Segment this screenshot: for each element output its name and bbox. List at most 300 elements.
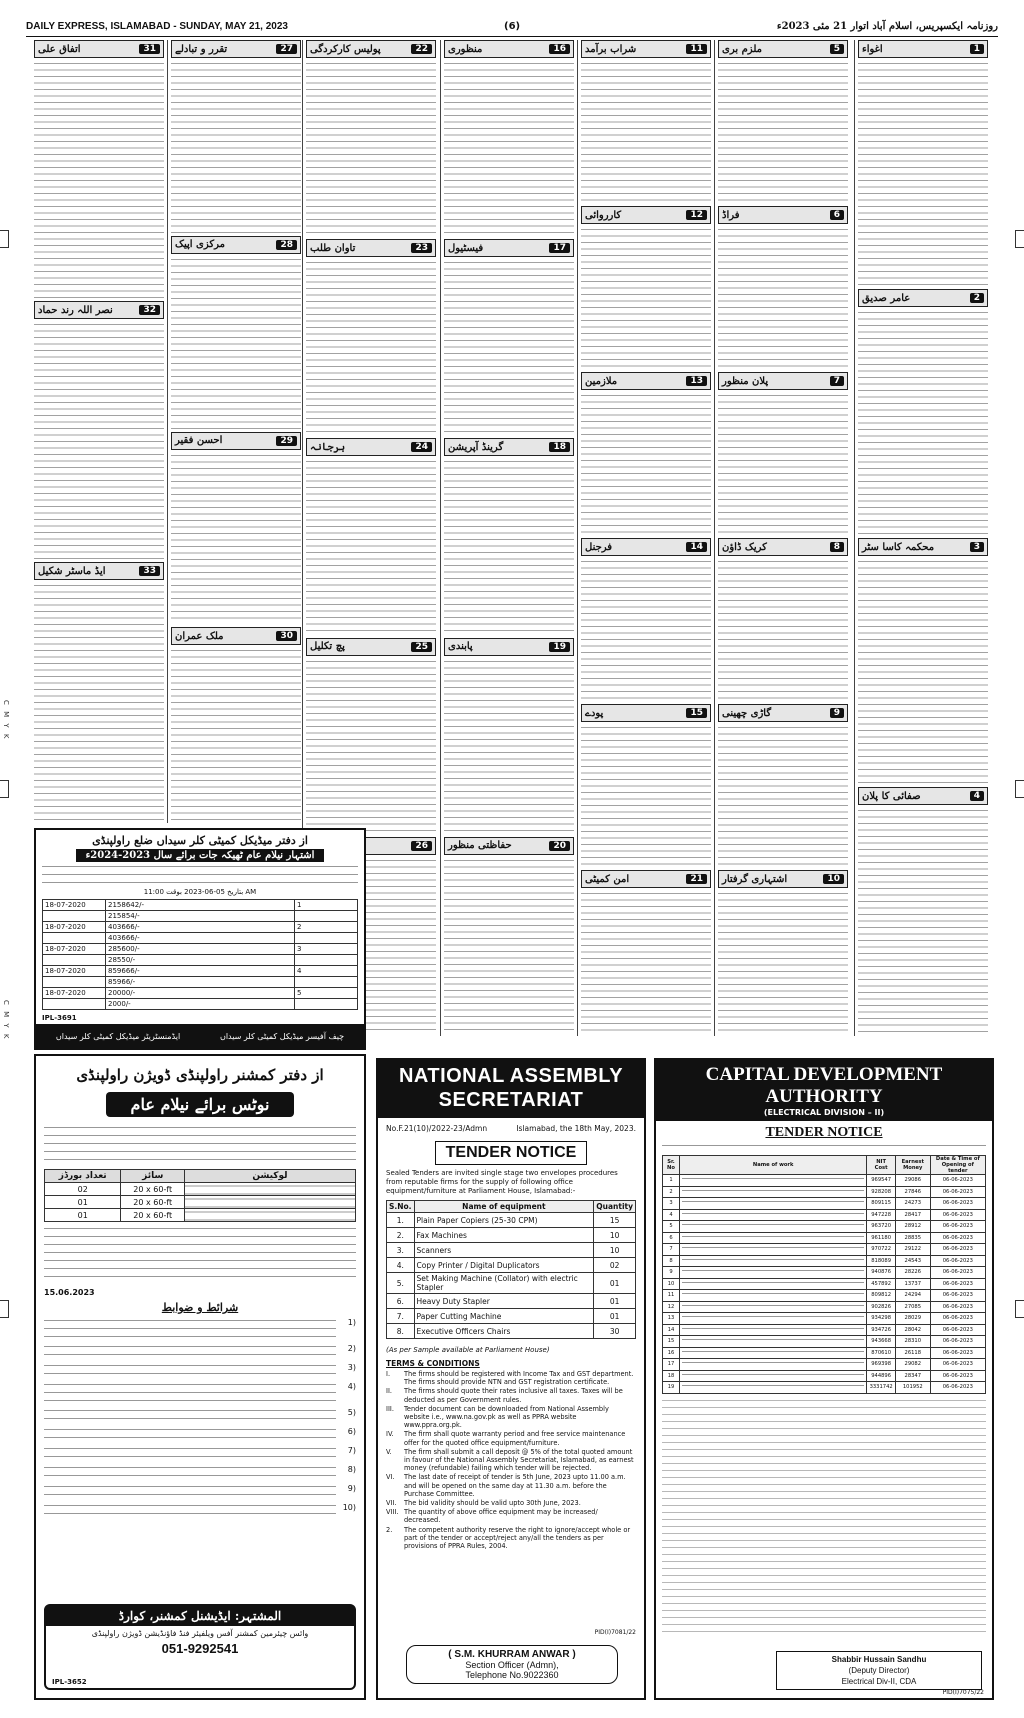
table-cell-count: 01 bbox=[45, 1196, 121, 1209]
story-text-14 bbox=[581, 559, 711, 701]
table-cell-no: 1. bbox=[387, 1213, 415, 1228]
terms-item bbox=[378, 1430, 644, 1446]
table-cell-date: 06-06-2023 bbox=[930, 1255, 985, 1267]
story-title: فراڈ bbox=[722, 209, 740, 221]
table-row bbox=[663, 1313, 986, 1325]
table-cell-sr: 6 bbox=[663, 1232, 680, 1244]
table-cell-size: 20 x 60-ft bbox=[121, 1209, 184, 1222]
story-number: 31 bbox=[139, 44, 160, 54]
story-text-25 bbox=[306, 659, 436, 834]
table-row bbox=[45, 1209, 356, 1222]
condition-text bbox=[44, 1427, 336, 1442]
table-row bbox=[45, 1196, 356, 1209]
table-cell-work bbox=[680, 1347, 867, 1359]
story-number: 24 bbox=[411, 442, 432, 452]
table-cell-value: 403666/- bbox=[106, 922, 295, 933]
table-cell-name: Set Making Machine (Collator) with electric Stapler bbox=[414, 1273, 594, 1294]
ad-commissioner-date: 15.06.2023 bbox=[44, 1288, 95, 1297]
na-meta bbox=[378, 1118, 644, 1135]
story-title: پولیس کارکردگی bbox=[310, 43, 381, 55]
table-cell-work bbox=[680, 1382, 867, 1394]
condition-item bbox=[44, 1363, 356, 1378]
table-cell-no: 2. bbox=[387, 1228, 415, 1243]
table-cell-value: 215854/- bbox=[106, 911, 295, 922]
story-text-15 bbox=[581, 725, 711, 867]
story-title: اغواء bbox=[862, 43, 883, 55]
table-cell-sr: 10 bbox=[663, 1278, 680, 1290]
table-cell-sr: 8 bbox=[663, 1255, 680, 1267]
table-cell-no: 7. bbox=[387, 1309, 415, 1324]
table-cell-work bbox=[680, 1359, 867, 1371]
story-heading-10 bbox=[718, 870, 848, 888]
masthead-left: DAILY EXPRESS, ISLAMABAD - SUNDAY, MAY 21, 2023 bbox=[26, 21, 288, 32]
story-text-11 bbox=[581, 61, 711, 203]
table-cell-value: 2000/- bbox=[106, 999, 295, 1010]
terms-number: V. bbox=[386, 1447, 392, 1456]
condition-number: 5) bbox=[347, 1408, 356, 1417]
condition-item bbox=[44, 1446, 356, 1461]
work-description bbox=[682, 1337, 864, 1345]
story-title: منظوری bbox=[448, 43, 483, 55]
terms-text: The bid validity should be valid upto 30th June, 2023. bbox=[404, 1499, 581, 1508]
table-cell-sr: 2 bbox=[663, 1186, 680, 1198]
story-number: 15 bbox=[686, 708, 707, 718]
table-header-cell: سائز bbox=[121, 1170, 184, 1183]
table-cell-date: 06-06-2023 bbox=[930, 1232, 985, 1244]
registration-mark-left-bottom bbox=[0, 1300, 9, 1318]
table-cell-qty: 02 bbox=[594, 1258, 636, 1273]
table-cell-date: 06-06-2023 bbox=[930, 1347, 985, 1359]
table-cell-cost: 943668 bbox=[867, 1336, 896, 1348]
condition-item bbox=[44, 1484, 356, 1499]
terms-text: The firms should quote their rates inclusive all taxes. Taxes will be deducted as per Government rules. bbox=[404, 1387, 623, 1404]
table-cell-name: Scanners bbox=[414, 1243, 594, 1258]
condition-text bbox=[44, 1318, 336, 1340]
table-cell-sr: 7 bbox=[663, 1244, 680, 1256]
story-number: 10 bbox=[823, 874, 844, 884]
condition-number: 10) bbox=[342, 1503, 356, 1512]
story-number: 4 bbox=[970, 791, 984, 801]
news-column-3 bbox=[581, 40, 711, 1036]
condition-item bbox=[44, 1503, 356, 1518]
story-title: پچ تکلیل bbox=[310, 641, 345, 653]
terms-item bbox=[378, 1508, 644, 1524]
column-rule bbox=[440, 40, 441, 1036]
table-cell-cost: 944896 bbox=[867, 1370, 896, 1382]
table-cell-location bbox=[184, 1183, 355, 1196]
table-cell-work bbox=[680, 1370, 867, 1382]
table-cell-value: 403666/- bbox=[106, 933, 295, 944]
work-description bbox=[682, 1245, 864, 1253]
table-cell-sr bbox=[295, 911, 358, 922]
terms-text: The last date of receipt of tender is 5th June, 2023 upto 11.00 a.m. and will be opened on the same day at 11.30 a.m. before the Purchase Committee. bbox=[404, 1473, 626, 1498]
table-header-cell: NIT Cost bbox=[867, 1156, 896, 1175]
table-cell-sr: 13 bbox=[663, 1313, 680, 1325]
na-title bbox=[378, 1060, 644, 1118]
story-title: صفائی کا پلان bbox=[862, 790, 921, 802]
condition-text bbox=[44, 1465, 336, 1480]
terms-number: VI. bbox=[386, 1473, 395, 1482]
ad-medical-ipl: IPL-3691 bbox=[42, 1014, 77, 1022]
table-cell-cost: 961180 bbox=[867, 1232, 896, 1244]
story-heading-4 bbox=[858, 787, 988, 805]
terms-number: 2. bbox=[386, 1525, 393, 1534]
masthead-right: روزنامہ ایکسپریس، اسلام آباد اتوار 21 مئی 2023ء bbox=[776, 21, 998, 32]
na-title-line1: NATIONAL ASSEMBLY bbox=[398, 1065, 624, 1087]
terms-number: I. bbox=[386, 1370, 391, 1378]
story-title: ہرجانہ bbox=[310, 441, 346, 453]
table-cell-cost: 947228 bbox=[867, 1209, 896, 1221]
story-number: 32 bbox=[139, 305, 160, 315]
ad-commissioner-header: از دفتر کمشنر راولپنڈی ڈویژن راولپنڈی bbox=[76, 1066, 324, 1084]
condition-item bbox=[44, 1465, 356, 1480]
table-cell-date: 06-06-2023 bbox=[930, 1186, 985, 1198]
story-number: 2 bbox=[970, 293, 984, 303]
table-cell-em: 101952 bbox=[895, 1382, 930, 1394]
table-row bbox=[663, 1370, 986, 1382]
table-cell-cost: 818089 bbox=[867, 1255, 896, 1267]
work-description bbox=[682, 1360, 864, 1368]
work-description bbox=[682, 1222, 864, 1230]
na-equipment-table bbox=[386, 1200, 636, 1339]
work-description bbox=[682, 1314, 864, 1322]
cda-intro bbox=[662, 1143, 986, 1153]
table-cell-cost: 934298 bbox=[867, 1313, 896, 1325]
table-row bbox=[43, 933, 358, 944]
table-cell-sr: 5 bbox=[663, 1221, 680, 1233]
table-cell-name: Plain Paper Copiers (25-30 CPM) bbox=[414, 1213, 594, 1228]
table-header-cell: Name of work bbox=[680, 1156, 867, 1175]
work-description bbox=[682, 1268, 864, 1276]
table-cell-size: 20 x 60-ft bbox=[121, 1183, 184, 1196]
table-cell-no: 8. bbox=[387, 1324, 415, 1339]
condition-number: 9) bbox=[347, 1484, 356, 1493]
story-title: محکمہ کاسا سٹر bbox=[862, 541, 935, 553]
na-tender-title: TENDER NOTICE bbox=[435, 1141, 587, 1165]
table-cell-em: 28417 bbox=[895, 1209, 930, 1221]
table-cell-work bbox=[680, 1267, 867, 1279]
registration-mark-right-top bbox=[1015, 230, 1024, 248]
table-cell-cost: 457892 bbox=[867, 1278, 896, 1290]
table-cell-work bbox=[680, 1301, 867, 1313]
story-number: 23 bbox=[411, 243, 432, 253]
story-heading-16 bbox=[444, 40, 574, 58]
story-text-13 bbox=[581, 393, 711, 535]
table-cell-date: 06-06-2023 bbox=[930, 1221, 985, 1233]
table-row bbox=[663, 1347, 986, 1359]
condition-text bbox=[44, 1363, 336, 1378]
story-title: گرینڈ آپریشن bbox=[448, 441, 504, 453]
work-description bbox=[682, 1372, 864, 1380]
ad-commissioner-conditions-title: شرائط و ضوابط bbox=[161, 1301, 239, 1314]
table-cell-sr: 5 bbox=[295, 988, 358, 999]
table-cell-cost: 809115 bbox=[867, 1198, 896, 1210]
table-cell-date: 06-06-2023 bbox=[930, 1209, 985, 1221]
condition-item bbox=[44, 1318, 356, 1340]
table-cell-em: 26118 bbox=[895, 1347, 930, 1359]
table-cell-qty: 10 bbox=[594, 1228, 636, 1243]
condition-number: 1) bbox=[347, 1318, 356, 1327]
table-cell-value: 285600/- bbox=[106, 944, 295, 955]
table-row bbox=[43, 966, 358, 977]
story-number: 7 bbox=[830, 376, 844, 386]
story-heading-20 bbox=[444, 837, 574, 855]
condition-number: 4) bbox=[347, 1382, 356, 1391]
condition-number: 8) bbox=[347, 1465, 356, 1474]
condition-item bbox=[44, 1344, 356, 1359]
table-cell-em: 28029 bbox=[895, 1313, 930, 1325]
table-cell-sr: 19 bbox=[663, 1382, 680, 1394]
story-heading-18 bbox=[444, 438, 574, 456]
story-text-2 bbox=[858, 310, 988, 535]
table-cell-em: 29086 bbox=[895, 1175, 930, 1187]
work-description bbox=[682, 1383, 864, 1391]
table-cell-date bbox=[43, 933, 106, 944]
na-date: Islamabad, the 18th May, 2023. bbox=[516, 1124, 636, 1133]
table-cell-location bbox=[184, 1209, 355, 1222]
terms-text: The quantity of above office equipment may be increased/ decreased. bbox=[404, 1508, 598, 1525]
work-description bbox=[682, 1303, 864, 1311]
story-title: پلان منظور bbox=[722, 375, 769, 387]
table-cell-name: Copy Printer / Digital Duplicators bbox=[414, 1258, 594, 1273]
table-cell-value: 859666/- bbox=[106, 966, 295, 977]
story-text-12 bbox=[581, 227, 711, 369]
table-row bbox=[663, 1301, 986, 1313]
table-row bbox=[663, 1267, 986, 1279]
work-description bbox=[682, 1234, 864, 1242]
condition-item bbox=[44, 1427, 356, 1442]
terms-text: The firms should be registered with Income Tax and GST department. The firms should provide NTN and GST registration certificate. bbox=[404, 1370, 634, 1387]
work-description bbox=[682, 1291, 864, 1299]
table-cell-name: Fax Machines bbox=[414, 1228, 594, 1243]
table-row bbox=[43, 922, 358, 933]
work-description bbox=[682, 1349, 864, 1357]
table-cell-date: 06-06-2023 bbox=[930, 1198, 985, 1210]
table-row bbox=[663, 1278, 986, 1290]
story-text-30 bbox=[171, 648, 301, 820]
story-title: پابندی bbox=[448, 641, 473, 653]
ad-medical-subheader: اشتہار نیلام عام ٹھیکہ جات برائے سال 2023-2024ء bbox=[76, 849, 324, 862]
table-cell-sr: 4 bbox=[663, 1209, 680, 1221]
story-heading-13 bbox=[581, 372, 711, 390]
table-cell-location bbox=[184, 1196, 355, 1209]
table-cell-em: 28310 bbox=[895, 1336, 930, 1348]
story-number: 12 bbox=[686, 210, 707, 220]
table-row bbox=[663, 1359, 986, 1371]
story-number: 18 bbox=[549, 442, 570, 452]
table-cell-work bbox=[680, 1313, 867, 1325]
story-heading-7 bbox=[718, 372, 848, 390]
terms-number: II. bbox=[386, 1387, 392, 1396]
table-cell-value: 20000/- bbox=[106, 988, 295, 999]
story-number: 3 bbox=[970, 542, 984, 552]
story-title: ایڈ ماسٹر شکیل bbox=[38, 565, 106, 577]
table-cell-sr bbox=[295, 999, 358, 1010]
table-row bbox=[387, 1258, 636, 1273]
story-heading-23 bbox=[306, 239, 436, 257]
table-row bbox=[43, 944, 358, 955]
table-cell-work bbox=[680, 1221, 867, 1233]
story-text-23 bbox=[306, 260, 436, 435]
newspaper-page bbox=[26, 18, 998, 1708]
news-column-2 bbox=[718, 40, 848, 1036]
table-row bbox=[663, 1186, 986, 1198]
table-cell-name: Heavy Duty Stapler bbox=[414, 1294, 594, 1309]
story-number: 14 bbox=[686, 542, 707, 552]
terms-text: The firm shall submit a call deposit @ 5% of the total quoted amount in favour of the National Assembly Secretariat, Islamabad, as earnest money (refundable) failing which tender will be rejected. bbox=[404, 1447, 634, 1473]
terms-item bbox=[378, 1473, 644, 1498]
story-text-8 bbox=[718, 559, 848, 701]
table-cell-cost: 940876 bbox=[867, 1267, 896, 1279]
story-number: 1 bbox=[970, 44, 984, 54]
table-row bbox=[663, 1336, 986, 1348]
table-cell-cost: 809812 bbox=[867, 1290, 896, 1302]
table-cell-em: 28835 bbox=[895, 1232, 930, 1244]
ad-medical-sign-left: چیف آفیسر میڈیکل کمیٹی کلر سیداں bbox=[219, 1031, 345, 1041]
cda-sign-title: (Deputy Director) bbox=[848, 1666, 910, 1675]
story-text-28 bbox=[171, 257, 301, 429]
table-cell-date: 06-06-2023 bbox=[930, 1336, 985, 1348]
story-heading-30 bbox=[171, 627, 301, 645]
table-cell-no: 5. bbox=[387, 1273, 415, 1294]
table-row bbox=[663, 1221, 986, 1233]
story-heading-21 bbox=[581, 870, 711, 888]
story-heading-29 bbox=[171, 432, 301, 450]
story-title: شراب برآمد bbox=[585, 43, 637, 55]
ad-medical-table bbox=[42, 899, 358, 1010]
story-heading-6 bbox=[718, 206, 848, 224]
condition-item bbox=[44, 1382, 356, 1404]
work-description bbox=[682, 1257, 864, 1265]
news-column-7 bbox=[34, 40, 164, 823]
table-cell-em: 28347 bbox=[895, 1370, 930, 1382]
table-header-cell: تعداد بورڈز bbox=[45, 1170, 121, 1183]
story-heading-25 bbox=[306, 638, 436, 656]
registration-mark-right-mid bbox=[1015, 780, 1024, 798]
column-rule bbox=[577, 40, 578, 1036]
table-cell-em: 24273 bbox=[895, 1198, 930, 1210]
table-header-cell: لوکیشن bbox=[184, 1170, 355, 1183]
table-cell-date bbox=[43, 977, 106, 988]
table-cell-work bbox=[680, 1336, 867, 1348]
condition-item bbox=[44, 1408, 356, 1423]
condition-number: 7) bbox=[347, 1446, 356, 1455]
na-title-line2: SECRETARIAT bbox=[438, 1089, 584, 1111]
story-text-32 bbox=[34, 322, 164, 559]
story-text-5 bbox=[718, 61, 848, 203]
table-cell-sr: 3 bbox=[295, 944, 358, 955]
table-row bbox=[43, 988, 358, 999]
ad-commissioner-conditions bbox=[44, 1318, 356, 1518]
ad-medical-dates: بتاریخ 05-06-2023 بوقت 11:00 AM bbox=[143, 888, 257, 896]
registration-mark-left-mid bbox=[0, 780, 9, 798]
table-cell-date: 18-07-2020 bbox=[43, 988, 106, 999]
ad-cda bbox=[654, 1058, 994, 1700]
story-title: مرکزی اپیک bbox=[175, 239, 225, 251]
table-row bbox=[663, 1175, 986, 1187]
ad-commissioner bbox=[34, 1054, 366, 1700]
table-cell-cost: 970722 bbox=[867, 1244, 896, 1256]
story-title: تاوان طلب bbox=[310, 242, 356, 254]
table-cell-date: 06-06-2023 bbox=[930, 1244, 985, 1256]
condition-text bbox=[44, 1484, 336, 1499]
story-title: فرجنل bbox=[585, 541, 613, 553]
story-heading-9 bbox=[718, 704, 848, 722]
table-cell-work bbox=[680, 1278, 867, 1290]
table-row bbox=[387, 1309, 636, 1324]
table-cell-em: 28226 bbox=[895, 1267, 930, 1279]
table-row bbox=[43, 999, 358, 1010]
na-terms-title: TERMS & CONDITIONS bbox=[386, 1359, 480, 1368]
terms-number: VII. bbox=[386, 1499, 397, 1508]
table-row bbox=[387, 1273, 636, 1294]
table-cell-date: 18-07-2020 bbox=[43, 944, 106, 955]
terms-item bbox=[378, 1448, 644, 1473]
story-text-7 bbox=[718, 393, 848, 535]
table-cell-sr: 14 bbox=[663, 1324, 680, 1336]
story-heading-15 bbox=[581, 704, 711, 722]
na-sign-phone: Telephone No.9022360 bbox=[465, 1670, 559, 1680]
table-row bbox=[43, 911, 358, 922]
table-cell-em: 28042 bbox=[895, 1324, 930, 1336]
terms-item bbox=[378, 1387, 644, 1403]
table-cell-qty: 01 bbox=[594, 1273, 636, 1294]
table-cell-em: 13737 bbox=[895, 1278, 930, 1290]
story-text-21 bbox=[581, 891, 711, 1033]
story-heading-3 bbox=[858, 538, 988, 556]
table-cell-sr: 11 bbox=[663, 1290, 680, 1302]
condition-number: 2) bbox=[347, 1344, 356, 1353]
table-row bbox=[663, 1382, 986, 1394]
table-cell-date: 18-07-2020 bbox=[43, 900, 106, 911]
table-cell-name: Executive Officers Chairs bbox=[414, 1324, 594, 1339]
story-title: امن کمیٹی bbox=[585, 873, 630, 885]
table-cell-date bbox=[43, 955, 106, 966]
condition-text bbox=[44, 1382, 336, 1404]
registration-mark-left-top bbox=[0, 230, 9, 248]
story-text-17 bbox=[444, 260, 574, 435]
story-title: فیسٹیول bbox=[448, 242, 484, 254]
story-title: تقرر و تبادلے bbox=[175, 43, 228, 55]
table-cell-date: 06-06-2023 bbox=[930, 1301, 985, 1313]
table-cell-work bbox=[680, 1324, 867, 1336]
table-cell-em: 29082 bbox=[895, 1359, 930, 1371]
table-row bbox=[43, 977, 358, 988]
terms-number: IV. bbox=[386, 1430, 394, 1439]
ad-medical-intro bbox=[42, 864, 358, 886]
column-rule bbox=[854, 40, 855, 1036]
table-row bbox=[387, 1213, 636, 1228]
registration-mark-right-bottom bbox=[1015, 1300, 1024, 1318]
work-description bbox=[682, 1326, 864, 1334]
table-cell-no: 3. bbox=[387, 1243, 415, 1258]
table-cell-work bbox=[680, 1175, 867, 1187]
story-title: احسن فقیر bbox=[175, 435, 223, 446]
terms-item bbox=[378, 1370, 644, 1386]
ad-commissioner-phone: 051-9292541 bbox=[161, 1641, 239, 1656]
cmyk-label-top: C M Y K bbox=[2, 700, 10, 741]
cda-sign-div: Electrical Div-II, CDA bbox=[841, 1677, 917, 1686]
terms-text: The firm shall quote warranty period and free service maintenance offer for the quoted office equipment/furniture. bbox=[404, 1430, 626, 1447]
na-pid: PID(I)7081/22 bbox=[594, 1629, 636, 1636]
table-cell-work bbox=[680, 1232, 867, 1244]
table-cell-date: 06-06-2023 bbox=[930, 1290, 985, 1302]
ad-commissioner-ipl: IPL-3652 bbox=[52, 1678, 87, 1686]
table-cell-sr bbox=[295, 955, 358, 966]
story-heading-32 bbox=[34, 301, 164, 319]
table-cell-em: 24543 bbox=[895, 1255, 930, 1267]
story-title: پودے bbox=[585, 707, 604, 719]
